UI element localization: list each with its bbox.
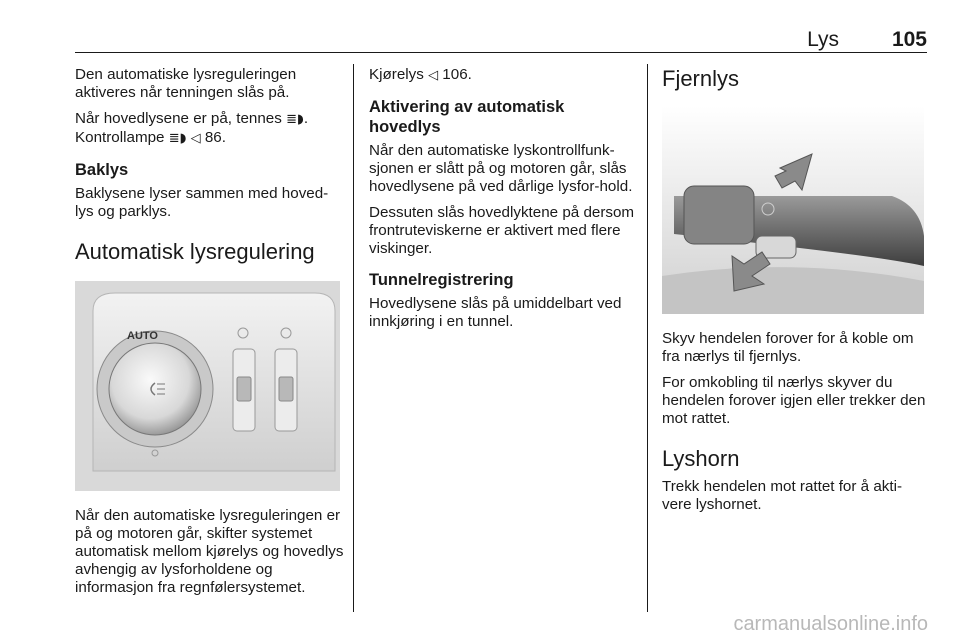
paragraph: For omkobling til nærlys skyver du hendelen forover igjen eller trekker den mot rattet. [662,374,926,427]
paragraph: Skyv hendelen forover for å koble om fra nærlys til fjernlys. [662,330,914,365]
paragraph: Dessuten slås hovedlyktene på dersom frontruteviskerne er aktivert med flere viskinger. [369,204,635,257]
paragraph: Den automatiske lysreguleringen aktiveres når tenningen slås på. [75,66,297,101]
heading-lyshorn: Lyshorn [662,446,740,471]
paragraph [75,110,345,148]
stalk-figure [662,106,924,314]
page-reference-icon: ◁ [428,68,439,83]
paragraph: Når den automatiske lyskontrollfunk-sjonen er slått på og motoren går, slås hovedlysene på ved dårlige lysfor-hold. [369,142,633,195]
header-rule [75,52,927,53]
auto-label: AUTO [127,330,158,342]
column-divider [353,64,354,612]
heading-automatisk-lysregulering: Automatisk lysregulering [75,239,315,264]
paragraph: Hovedlysene slås på umiddelbart ved innkjøring i en tunnel. [369,295,622,330]
section-title: Lys [807,28,839,51]
text: . Kontrollampe [75,110,309,146]
watermark: carmanualsonline.info [733,613,928,635]
text: Når hovedlysene er på, tennes [75,110,287,127]
page-reference-icon: ◁ [186,131,201,146]
heading-baklys: Baklys [75,161,129,179]
text: Kjørelys [369,66,429,83]
column-3 [662,66,930,522]
column-1 [75,66,345,605]
page-header [75,26,927,52]
paragraph: Når den automatiske lysreguleringen er på og motoren går, skifter systemet automatisk mellom kjørelys og hovedlys avhengig av lysforholdene og informasjon fra regnfølersystemet. [75,507,344,596]
paragraph: Baklysene lyser sammen med hoved-lys og parklys. [75,185,329,220]
column-divider [647,64,648,612]
light-switch-figure [75,281,340,491]
paragraph [369,66,639,85]
heading-tunnelregistrering: Tunnelregistrering [369,271,514,289]
high-beam-icon: ≣◗ [168,131,187,146]
turn-signal-stalk-illustration [662,106,924,314]
column-2 [369,66,639,339]
high-beam-icon: ≣◗ [286,112,304,127]
heading-fjernlys: Fjernlys [662,66,740,91]
text: 86. [200,129,226,146]
paragraph: Trekk hendelen mot rattet for å akti-vere lyshornet. [662,478,903,513]
page-number: 105 [891,28,927,51]
light-switch-illustration [75,281,340,491]
heading-aktivering: Aktivering av automatisk hovedlys [369,98,565,136]
text: 106. [438,66,472,83]
